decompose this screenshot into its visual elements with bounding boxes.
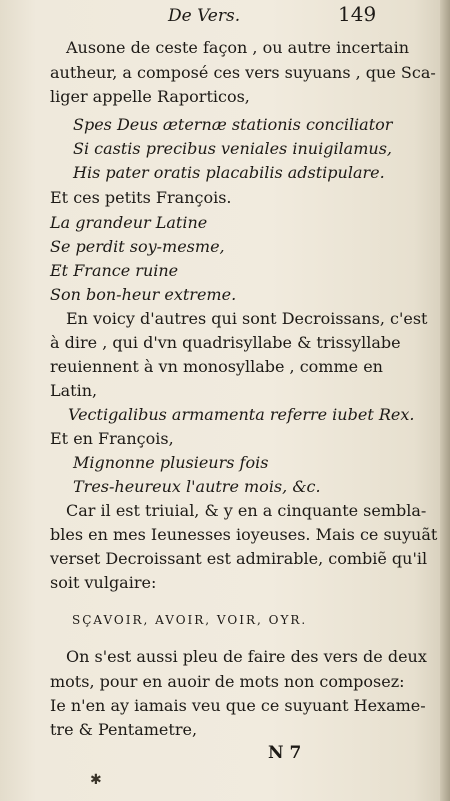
text-line: Et en François, xyxy=(50,429,174,448)
text-line: Car il est triuial, & y en a cinquante sembla- xyxy=(66,501,427,520)
verse-line: Vectigalibus armamenta referre iubet Rex. xyxy=(68,405,415,424)
text-line: verset Decroissant est admirable, combiẽ qu'il xyxy=(50,549,428,568)
verse-line: Si castis precibus veniales inuigilamus, xyxy=(73,139,392,158)
text-line: En voicy d'autres qui sont Decroissans, c'est xyxy=(66,309,428,328)
text-line: Ie n'en ay iamais veu que ce suyuant Hexame- xyxy=(50,696,426,715)
verse-line: Mignonne plusieurs fois xyxy=(73,453,269,472)
text-line: à dire , qui d'vn quadrisyllabe & trissyllabe xyxy=(50,333,401,352)
text-line: bles en mes Ieunesses ioyeuses. Mais ce suyuãt xyxy=(50,525,438,544)
verse-line: His pater oratis placabilis adstipulare. xyxy=(73,163,385,182)
text-line: autheur, a composé ces vers suyuans , que Sca- xyxy=(50,63,436,82)
running-title: De Vers. xyxy=(168,6,241,26)
decreasing-verse: SÇAVOIR, AVOIR, VOIR, OYR. xyxy=(72,613,308,627)
text-line: soit vulgaire: xyxy=(50,573,157,592)
text-line: mots, pour en auoir de mots non composez: xyxy=(50,672,405,691)
text-line: Ausone de ceste façon , ou autre incertain xyxy=(66,38,409,57)
page-number: 149 xyxy=(338,2,377,26)
verse-line: Se perdit soy-mesme, xyxy=(50,237,225,256)
verse-line: Tres-heureux l'autre mois, &c. xyxy=(73,477,321,496)
text-line: reuiennent à vn monosyllabe , comme en xyxy=(50,357,383,376)
text-line: tre & Pentametre, xyxy=(50,720,198,739)
verse-line: La grandeur Latine xyxy=(50,213,208,232)
signature-mark: N 7 xyxy=(268,743,302,763)
text-line: Latin, xyxy=(50,381,98,400)
verse-line: Spes Deus æternæ stationis conciliator xyxy=(73,115,393,134)
page-edge xyxy=(440,0,450,801)
text-line: Et ces petits François. xyxy=(50,188,232,207)
text-line: liger appelle Raporticos, xyxy=(50,87,250,106)
verse-line: Son bon-heur extreme. xyxy=(50,285,237,304)
verse-line: Et France ruine xyxy=(50,261,179,280)
ink-spot-icon: ✱ xyxy=(90,772,102,788)
text-line: On s'est aussi pleu de faire des vers de deux xyxy=(66,647,427,666)
